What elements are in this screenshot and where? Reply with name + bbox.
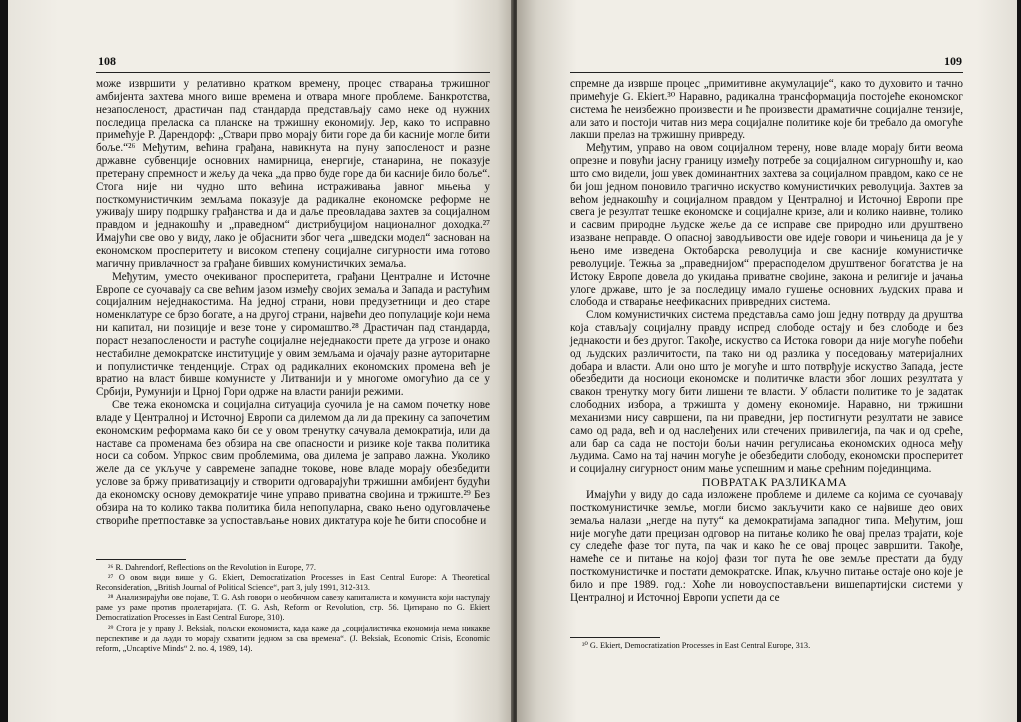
left-body-text (96, 78, 490, 528)
right-body-text (570, 78, 963, 605)
right-footnotes (570, 641, 963, 651)
right-page (517, 0, 1017, 722)
footnote-28: ²⁸ Анализирајући ове појаве, Т. G. Ash говори о необичном савезу капиталиста и комуниста који наступају раме уз раме против пролетаријата. (Т. G. Ash, Reform or Revolution, стр. 56. Цитирано по G. Ekiert Democratization Processes in East Central Europe, 310). (96, 593, 490, 623)
left-paragraph-1: може извршити у релативно кратком времену, процес стварања тржишног амбијента захтева много више времена и отвара многе проблеме. Банкротства, незапосленост, драстичан пад стандарда представљају само неке од нужних последица преласка са планске на тржишну економију. Јер, како то исправно примећује Р. Дарендорф: „Ствари прво морају бити горе да би касније могле бити боље.“²⁶ Међутим, већина грађана, навикнута на пуну запосленост и разне државне субвенције основних намирница, енергије, станарина, не показује претерану спремност и жељу да чека „да прво буде горе да би касније било боље“. Стога није ни чудно што већина истраживања јавног мњења у посткомунистичким земљама показује да радикалне економске реформе не уживају ширу подршку грађанства и да и даље преовладава захтев за социјалном правдом и једнакошћу и „праведном“ дистрибуцијом националног доходка.²⁷ Имајући све ово у виду, лако је објаснити због чега „шведски модел“ заснован на економском просперитету и високом степену социјалне сигурности има готово магичну привлачност за грађане бивших комунистичких земаља. (96, 78, 490, 270)
left-paragraph-2: Међутим, уместо очекиваног просперитета, грађани Централне и Источне Европе се суочавају са све већим јазом између својих земаља и Запада и растућим социјалним неједнакостима. На једној страни, нови предузетници и део старе номенклатуре се брзо богате, а на другој страни, највећи део популације који нема ни капитал, ни позиције и везе тоне у сиромаштво.²⁸ Драстичан пад стандарда, пораст незапослености и растуће социјалне неједнакости прете да угрозе и онако нестабилне демократске институције у овим земљама и ојачају разне ауторитарне и популистичке тенденције. Страх од радикалних економских промена већ је вратио на власт бивше комунисте у Литванији и у многоме омогућио да се у Србији, Румунији и Црној Гори одрже на власти ранији режими. (96, 270, 490, 399)
right-paragraph-3: Слом комунистичких система представља само још једну потврду да друштва која стављају социјалну правду испред слободе остају и без слободе и без једнакости и без другог. Такође, искуство са Истока говори да није могуће побећи од људских различитости, па тако ни од разлика у поседовању материјалних добара и власти. Али оно што је могуће и што потврђује искуство Запада, јесте обезбедити да носиоци економске и политичке власти због лоших резултата у свакон тренутку могу бити лишени те власти. У области политике то је задатак слободних избора, а тржишта у домену економије. Наравно, ни тржишни механизми нису савршени, па ни праведни, јер постигнути резултати не зависе само од рада, већ и од наслеђених или стечених привилегија, па чак и од среће, али бар са сада не постоји бољи начин регулисања економских односа међу људима. Само на тај начин могуће је обезбедити слободу, економски просперитет и социјалну сигурност оним мање успешним и мање срећним појединцима. (570, 309, 963, 476)
footnote-29: ²⁹ Стога је у праву J. Beksiak, пољски економиста, када каже да „социјалистичка економија нема никакве перспективе и да људи то морају схватити једном за сва времена“. (J. Beksiak, Economic Crisis, Economic reform, „Uncaptive Minds“ 2. no. 4, 1989, 14). (96, 623, 490, 653)
footnote-26: ²⁶ R. Dahrendorf, Reflections on the Revolution in Europe, 77. (108, 563, 316, 572)
page-number-left: 108 (98, 54, 116, 68)
footnote-30: ³⁰ G. Ekiert, Democratization Processes in East Central Europe, 313. (582, 641, 811, 650)
header-rule-left (96, 72, 490, 73)
right-paragraph-1: спремне да изврше процес „примитивне акумулације“, како то духовито и тачно примећује G. Ekiert.³⁰ Наравно, радикална трансформација постојеће економског система ће неизбежно произвести и ће произвести драматичне социјалне тензије, али зато и постоји читав низ мера социјалне политике које би требало да омогуће лакши прелаз на тржишну привреду. (570, 78, 963, 142)
left-footnotes (96, 563, 490, 654)
left-paragraph-3: Све тежа економска и социјална ситуација суочила је на самом почетку нове владе у Централној и Источној Европи са дилемом да ли да прекину са започетим економским реформама како би се у овом тренутку сачувала демократија, или да наставе са променама без обзира на све опасности и ризике које таква политика носи са собом. Упркос свим проблемима, ова дилема је заправо лажна. Уколико желе да се укључе у савремене западне токове, нове владе морају обезбедити услове за бржу приватизацију и створити одговарајући тржишни амбијент будући да економску основу демократије чине управо приватна својина и тржиште.²⁹ Без обзира на то колико таква политика била непопуларна, свако њено одуговлачење створиће претпоставке за успостављање нових диктатура које ће бити способне и (96, 399, 490, 527)
page-number-right: 109 (944, 54, 962, 68)
section-heading: ПОВРАТАК РАЗЛИКАМА (701, 475, 848, 490)
footnote-separator-right (570, 637, 660, 638)
header-rule-right (570, 72, 963, 73)
left-page (8, 0, 513, 722)
footnote-separator-left (96, 559, 186, 560)
right-paragraph-2: Међутим, управо на овом социјалном терену, нове владе морају бити веома опрезне и повући јасну границу између потребе за социјалном сигурношћу и, као што смо видели, још увек доминантних захтева за социјалном правдом, како се не би још једном поновило трагично искуство комунистичких револуција. Захтев за већом једнакошћу и социјалном правдом у Централној и Источној Европи пре свега је резултат тешке економске и социјалне кризе, али и колико наивне, толико и сасвим природне људске жеље да се исправе све природно или друштвено изазване неправде. О опасној заводљивости ове идеје говори и чињеница да је у њено име изведена Октобарска револуција и све касније комунистичке револуције. Тежња за „праведнијом“ прерасподелом друштвеног богатства је на Истоку Европе довела до укидања приватне својине, закона и религије и јачања улоге државе, што је за последицу имало гушење основних људских права и слобода и стварање неефикасних привредних система. (570, 142, 963, 309)
footnote-27: ²⁷ О овом види више у G. Ekiert, Democratization Processes in East Central Europe: A Theoretical Reconsideration, „British Journal of Political Science“, part 3, july 1991, 312-313. (96, 573, 490, 593)
right-paragraph-4: Имајући у виду до сада изложене проблеме и дилеме са којима се суочавају посткомунистичке земље, могли бисмо закључити како се највише део ових земаља налази „негде на путу“ ка демократијама западног типа. Међутим, још није могуће дати прецизан одговор на питање колико ће овај прелаз трајати, које су следеће фазе тог пута, па чак и како ће се овај процес завршити. Такође, намеће се и питање на којој фази тог пута ће ове земље престати да буду посткомунистичке и постати демократске. Ипак, кључно питање остаје оно које је било и пре 1989. год.: Хоће ли новоуспостављени вишепартијски системи у Централној и Источној Европи успети да се (570, 489, 963, 604)
